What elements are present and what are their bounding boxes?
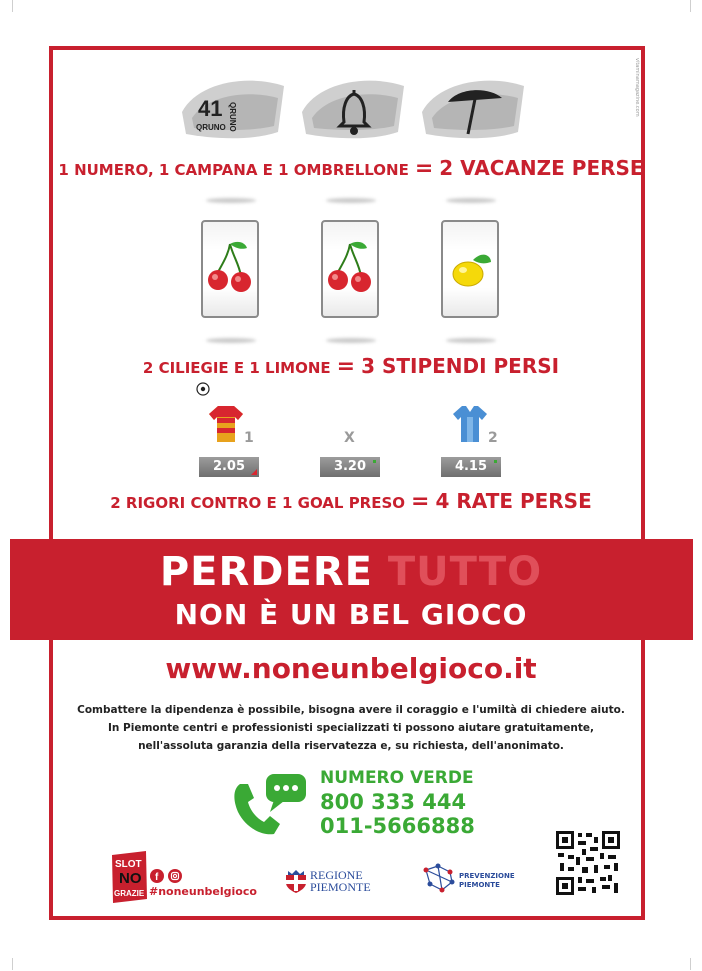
odd-down-marker xyxy=(251,469,257,475)
regione-piemonte-wordmark xyxy=(310,869,371,893)
svg-text:SLOT: SLOT xyxy=(115,859,142,870)
body-line: Combattere la dipendenza è possibile, bisogna avere il coraggio e l'umiltà di chiedere aiuto. xyxy=(77,704,625,716)
football-icon xyxy=(196,382,210,396)
row1-result: 2 VACANZE PERSE xyxy=(439,156,644,180)
equals-sign: = xyxy=(414,156,434,181)
svg-text:GRAZIE: GRAZIE xyxy=(114,889,145,898)
svg-text:f: f xyxy=(155,872,159,883)
svg-text:QRUNO: QRUNO xyxy=(228,102,237,132)
prevenzione-line-2: PIEMONTE xyxy=(459,881,500,889)
row3-result: 4 RATE PERSE xyxy=(435,489,592,513)
row3-phrase: 2 RIGORI CONTRO E 1 GOAL PRESO xyxy=(110,494,406,512)
odd-x-value: 3.20 xyxy=(333,459,367,474)
crop-mark xyxy=(0,0,13,12)
regione-line-1: REGIONE xyxy=(310,868,363,882)
reel-shadow xyxy=(326,198,376,203)
svg-text:NO: NO xyxy=(119,870,142,887)
team-1-label: 1 xyxy=(244,430,254,446)
bell-icon xyxy=(298,72,408,144)
side-credit: vitaminamagazine.com xyxy=(634,58,640,117)
reel-shadow xyxy=(326,338,376,343)
body-paragraph xyxy=(60,701,642,755)
facebook-icon[interactable] xyxy=(150,869,164,883)
cherry-icon xyxy=(203,222,257,316)
row1-equation xyxy=(0,156,702,181)
crop-mark xyxy=(690,0,702,12)
odd-2-box xyxy=(441,457,501,477)
headline-line-2: NON È UN BEL GIOCO xyxy=(174,598,528,631)
equals-sign: = xyxy=(411,489,430,514)
prevenzione-piemonte-network-icon xyxy=(420,862,458,896)
odd-1-value: 2.05 xyxy=(212,459,246,474)
equals-sign: = xyxy=(336,354,356,379)
prevenzione-line-1: PREVENZIONE xyxy=(459,872,515,880)
team-2-label: 2 xyxy=(488,430,498,446)
svg-text:41: 41 xyxy=(198,96,223,121)
headline-line-1 xyxy=(0,549,702,595)
odd-2-value: 4.15 xyxy=(454,459,488,474)
crop-mark xyxy=(690,958,702,970)
row2-equation xyxy=(0,354,702,379)
prevenzione-piemonte-wordmark xyxy=(459,872,515,890)
lotto-number-41-icon xyxy=(178,72,288,144)
headline-word-perdere: PERDERE xyxy=(159,549,373,595)
reel-shadow xyxy=(206,198,256,203)
phone-chat-icon xyxy=(230,770,315,840)
row1-phrase: 1 NUMERO, 1 CAMPANA E 1 OMBRELLONE xyxy=(58,161,409,179)
odd-up-marker xyxy=(494,460,497,463)
regione-line-2: PIEMONTE xyxy=(310,880,371,894)
slot-no-grazie-logo xyxy=(109,851,149,903)
helpline-number-1[interactable]: 800 333 444 xyxy=(320,790,467,814)
row2-phrase: 2 CILIEGIE E 1 LIMONE xyxy=(142,359,331,377)
red-yellow-jersey-icon xyxy=(208,404,244,444)
body-line: nell'assoluta garanzia della riservatezza e, su richiesta, dell'anonimato. xyxy=(138,740,564,752)
instagram-icon[interactable] xyxy=(168,869,182,883)
slot-reel xyxy=(201,220,259,318)
headline-word-tutto: TUTTO xyxy=(387,549,543,595)
umbrella-icon xyxy=(418,72,528,144)
helpline-title: NUMERO VERDE xyxy=(320,768,474,788)
qr-code[interactable] xyxy=(556,831,620,895)
lemon-icon xyxy=(443,222,497,316)
helpline-number-2[interactable]: 011-5666888 xyxy=(320,814,475,838)
odd-1-box xyxy=(199,457,259,477)
reel-shadow xyxy=(206,338,256,343)
reel-shadow xyxy=(446,338,496,343)
hashtag[interactable]: #noneunbelgioco xyxy=(149,885,257,898)
row3-equation xyxy=(0,489,702,514)
regione-piemonte-emblem xyxy=(284,869,308,893)
odd-x-box xyxy=(320,457,380,477)
odd-up-marker xyxy=(373,460,376,463)
body-line: In Piemonte centri e professionisti specializzati ti possono aiutare gratuitamente, xyxy=(108,722,594,734)
reel-shadow xyxy=(446,198,496,203)
crop-mark xyxy=(0,958,13,970)
draw-label: X xyxy=(344,430,355,446)
svg-text:QRUNO: QRUNO xyxy=(196,123,226,132)
blue-jersey-icon xyxy=(452,404,488,444)
website-url[interactable]: www.noneunbelgioco.it xyxy=(165,652,537,685)
slot-reel xyxy=(441,220,499,318)
slot-reel xyxy=(321,220,379,318)
cherry-icon xyxy=(323,222,377,316)
row2-result: 3 STIPENDI PERSI xyxy=(361,354,560,378)
